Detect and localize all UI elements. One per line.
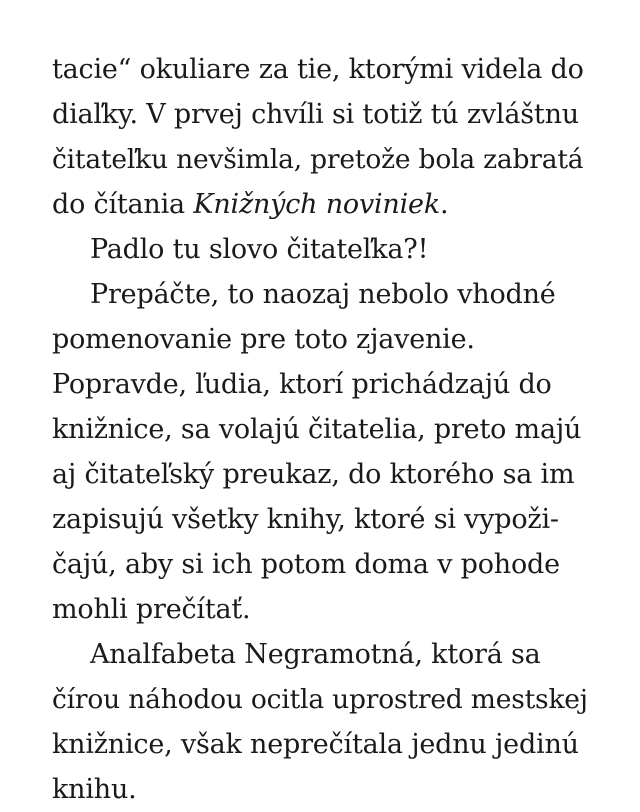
text-line-4 <box>52 182 592 227</box>
text-line-4-end: . <box>440 189 449 220</box>
text-line-14: Analfabeta Negramotná, ktorá sa <box>90 639 541 670</box>
text-line-12: čajú, aby si ich potom doma v pohode <box>52 549 560 580</box>
text-line-7: pomenovanie pre toto zjavenie. <box>52 324 475 355</box>
text-line-8: Popravde, ľudia, ktorí prichádzajú do <box>52 369 552 400</box>
text-line-4-start: do čítania <box>52 189 194 220</box>
text-line-3: čitateľku nevšimla, pretože bola zabratá <box>52 144 584 175</box>
text-line-2: diaľky. V prvej chvíli si totiž tú zvláštnu <box>52 99 579 130</box>
text-line-11: zapisujú všetky knihy, ktoré si vypoži- <box>52 504 559 535</box>
body-text <box>52 47 592 812</box>
text-line-1: tacie“ okuliare za tie, ktorými videla do <box>52 54 584 85</box>
text-line-17: knihu. <box>52 774 137 805</box>
text-line-9: knižnice, sa volajú čitatelia, preto majú <box>52 414 582 445</box>
book-title-italic: Knižných noviniek <box>193 189 440 220</box>
text-line-13: mohli prečítať. <box>52 594 251 625</box>
text-line-15: čírou náhodou ocitla uprostred mestskej <box>52 684 588 715</box>
text-line-5: Padlo tu slovo čitateľka?! <box>90 234 429 265</box>
text-line-6: Prepáčte, to naozaj nebolo vhodné <box>90 279 556 310</box>
text-line-10: aj čitateľský preukaz, do ktorého sa im <box>52 459 575 490</box>
text-line-16: knižnice, však neprečítala jednu jedinú <box>52 729 579 760</box>
